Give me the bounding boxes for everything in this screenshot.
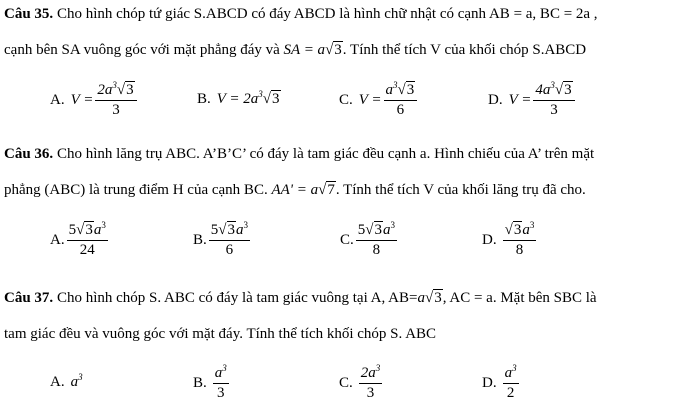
option-expression: V = xyxy=(70,92,94,108)
math-expression: AA' = a√7 xyxy=(271,182,335,198)
question-text: cạnh bên SA vuông góc với mặt phẳng đáy và xyxy=(4,42,284,58)
option-d[interactable] xyxy=(482,365,521,402)
option-letter: A. xyxy=(50,92,65,108)
option-letter: A. xyxy=(50,374,65,390)
math-expression: a√3 xyxy=(417,290,442,306)
fraction: $\frac{2a^3√3}{3}$ xyxy=(95,82,136,119)
option-expression: V = xyxy=(508,92,532,108)
question-35-line-2 xyxy=(4,42,586,59)
question-label: Câu 37. xyxy=(4,290,54,306)
option-letter: D. xyxy=(482,232,497,248)
fraction: $\frac{5√3a^3}{24}$ xyxy=(68,220,106,258)
option-expression: $V = 2a^3√3$ xyxy=(216,89,280,107)
question-text: tam giác đều và vuông góc với mặt đáy. Tính thể tích khối chóp S. ABC xyxy=(4,326,437,342)
question-label: Câu 35. xyxy=(4,6,54,22)
option-b[interactable] xyxy=(197,91,281,108)
option-letter: B. xyxy=(193,232,207,248)
option-d[interactable] xyxy=(488,82,577,119)
fraction: $\frac{a^3}{3}$ xyxy=(214,363,227,401)
fraction: $\frac{5√3a^3}{6}$ xyxy=(210,220,248,258)
option-letter: D. xyxy=(488,92,503,108)
question-37-line-2 xyxy=(4,326,436,343)
option-a[interactable] xyxy=(50,374,83,391)
option-a[interactable] xyxy=(50,82,139,119)
option-b[interactable] xyxy=(193,365,231,402)
question-label: Câu 36. xyxy=(4,146,54,162)
question-text: , AC = a. Mặt bên SBC là xyxy=(442,290,597,306)
question-text: Cho hình chóp S. ABC có đáy là tam giác vuông tại A, AB= xyxy=(53,290,418,306)
question-text: . Tính thể tích V của khối lăng trụ đã cho. xyxy=(335,182,586,198)
option-d[interactable] xyxy=(482,222,538,259)
fraction: $\frac{a^3√3}{6}$ xyxy=(384,82,418,119)
option-letter: C. xyxy=(339,375,353,391)
option-a[interactable] xyxy=(50,222,110,259)
option-letter: D. xyxy=(482,375,497,391)
question-37-line-1 xyxy=(4,290,597,307)
fraction: $\frac{5√3a^3}{8}$ xyxy=(357,220,395,258)
fraction: $\frac{√3a^3}{8}$ xyxy=(504,220,535,258)
math-expression: SA = a√3 xyxy=(283,42,342,58)
option-expression: $a^3$ xyxy=(70,372,83,390)
option-c[interactable] xyxy=(339,365,384,402)
option-letter: C. xyxy=(339,92,353,108)
question-text: phẳng (ABC) là trung điểm H của cạnh BC. xyxy=(4,182,272,198)
option-c[interactable] xyxy=(340,222,399,259)
question-36-line-2 xyxy=(4,182,586,199)
option-letter: B. xyxy=(193,375,207,391)
question-text: Cho hình lăng trụ ABC. A’B’C’ có đáy là tam giác đều cạnh a. Hình chiếu của A’ trên mặt xyxy=(53,146,595,162)
option-b[interactable] xyxy=(193,222,252,259)
option-c[interactable] xyxy=(339,82,419,119)
fraction: $\frac{4a^3√3}{3}$ xyxy=(533,82,574,119)
fraction: $\frac{2a^3}{3}$ xyxy=(360,363,381,401)
question-text: . Tính thể tích V của khối chóp S.ABCD xyxy=(342,42,587,58)
question-text: Cho hình chóp tứ giác S.ABCD có đáy ABCD là hình chữ nhật có cạnh AB = a, BC = 2a , xyxy=(53,6,598,22)
question-35-line-1 xyxy=(4,6,598,23)
fraction: $\frac{a^3}{2}$ xyxy=(504,363,517,401)
option-letter: C. xyxy=(340,232,354,248)
option-expression: V = xyxy=(358,92,382,108)
question-36-line-1 xyxy=(4,146,594,163)
option-letter: A. xyxy=(50,232,65,248)
option-letter: B. xyxy=(197,91,211,107)
